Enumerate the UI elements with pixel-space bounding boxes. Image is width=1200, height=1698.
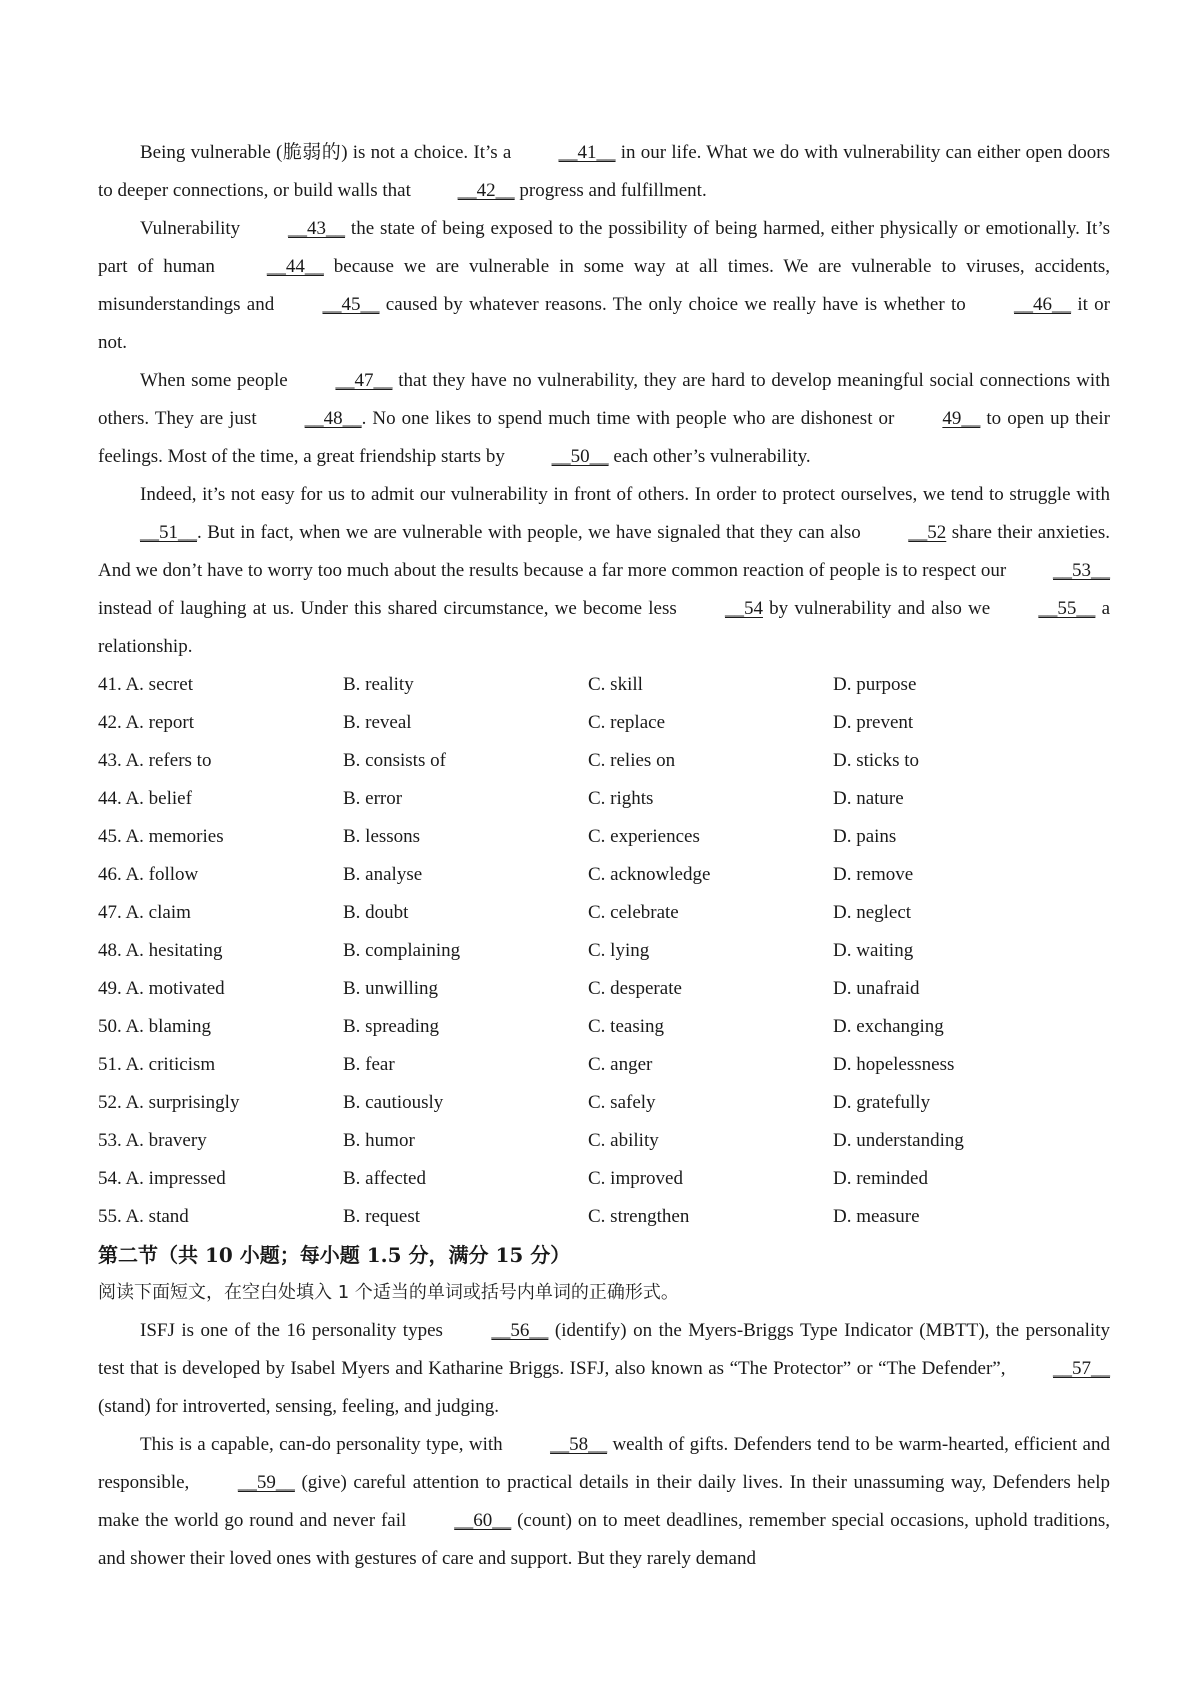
text-segment: caused by whatever reasons. The only choice we really have is whether to (379, 294, 973, 315)
option-row-47 (98, 894, 1110, 932)
passage2-paragraph-1 (98, 1312, 1110, 1426)
text-segment: to open up their feelings. Most of the time, a great friendship starts by (98, 408, 1111, 467)
option-d: D. reminded (833, 1168, 928, 1189)
option-d: D. pains (833, 826, 897, 847)
section-instruction: 阅读下面短文，在空白处填入 1 个适当的单词或括号内单词的正确形式。 (98, 1282, 679, 1303)
option-a: 53. A. bravery (98, 1130, 207, 1151)
option-b: B. cautiously (343, 1092, 444, 1113)
option-c: C. celebrate (588, 902, 679, 923)
blank-56: __56__ (491, 1320, 549, 1341)
blank-51: __51__ (140, 522, 197, 543)
option-a: 46. A. follow (98, 864, 199, 885)
blank-53: __53__ (1053, 560, 1110, 581)
option-b: B. humor (343, 1130, 415, 1151)
passage1-paragraph-2 (98, 210, 1110, 362)
option-b: B. complaining (343, 940, 461, 961)
passage1-paragraph-3 (98, 362, 1110, 476)
option-row-44 (98, 780, 1110, 818)
option-row-48 (98, 932, 1110, 970)
text-segment: by vulnerability and also we (762, 598, 997, 619)
text-segment: This is a capable, can-do personality type, with (140, 1434, 509, 1455)
option-a: 45. A. memories (98, 826, 224, 847)
blank-59: __59__ (237, 1472, 295, 1493)
option-b: B. affected (343, 1168, 426, 1189)
text-segment: ISFJ is one of the 16 personality types (140, 1320, 450, 1341)
option-d: D. prevent (833, 712, 914, 733)
option-b: B. request (343, 1206, 421, 1227)
option-row-43 (98, 742, 1110, 780)
option-b: B. reality (343, 674, 414, 695)
blank-48: __48__ (304, 408, 362, 429)
text-segment: (count) on to meet deadlines, remember special occasions, uphold traditions, and shower their loved ones with gestures of care and support. But they rarely demand (98, 1510, 1110, 1569)
text-segment: . But in fact, when we are vulnerable with people, we have signaled that they can also (197, 522, 867, 543)
text-segment: each other’s vulnerability. (608, 446, 811, 467)
option-d: D. nature (833, 788, 904, 809)
option-a: 55. A. stand (98, 1206, 189, 1227)
text-segment: because we are vulnerable in some way at all times. We are vulnerable to viruses, accidents, misunderstandings and (98, 256, 1111, 315)
option-row-41 (98, 666, 1110, 704)
option-row-42 (98, 704, 1110, 742)
option-row-46 (98, 856, 1110, 894)
option-c: C. strengthen (588, 1206, 690, 1227)
option-b: B. doubt (343, 902, 409, 923)
option-b: B. fear (343, 1054, 395, 1075)
option-c: C. anger (588, 1054, 653, 1075)
option-a: 41. A. secret (98, 674, 193, 695)
blank-42: __42__ (457, 180, 515, 201)
blank-46: __46__ (1014, 294, 1072, 315)
option-row-54 (98, 1160, 1110, 1198)
option-b: B. unwilling (343, 978, 439, 999)
passage1-paragraph-4 (98, 476, 1110, 666)
option-d: D. gratefully (833, 1092, 931, 1113)
option-a: 52. A. surprisingly (98, 1092, 240, 1113)
text-segment: instead of laughing at us. Under this shared circumstance, we become less (98, 598, 683, 619)
option-a: 44. A. belief (98, 788, 192, 809)
option-a: 49. A. motivated (98, 978, 225, 999)
text-segment: (give) careful attention to practical details in their daily lives. In their unassuming way, Defenders help make the world go round and never fail (98, 1472, 1111, 1531)
text-segment: it or not. (98, 294, 1110, 353)
section-title: 第二节（共 10 小题；每小题 1.5 分，满分 15 分） (98, 1243, 571, 1267)
blank-49: 49__ (942, 408, 981, 429)
page-content (98, 134, 1110, 1578)
blank-60: __60__ (454, 1510, 512, 1531)
blank-43: __43__ (288, 218, 346, 239)
option-c: C. lying (588, 940, 650, 961)
option-d: D. exchanging (833, 1016, 944, 1037)
option-d: D. understanding (833, 1130, 964, 1151)
option-b: B. error (343, 788, 403, 809)
text-segment: Vulnerability (140, 218, 247, 239)
option-a: 48. A. hesitating (98, 940, 223, 961)
option-row-52 (98, 1084, 1110, 1122)
text-segment: progress and fulfillment. (514, 180, 707, 201)
option-a: 54. A. impressed (98, 1168, 226, 1189)
text-segment: wealth of gifts. Defenders tend to be warm-hearted, efficient and responsible, (98, 1434, 1110, 1493)
blank-57: __57__ (1053, 1358, 1110, 1379)
text-segment: Being vulnerable (脆弱的) is not a choice. It’s a (140, 142, 517, 163)
option-a: 51. A. criticism (98, 1054, 216, 1075)
option-d: D. neglect (833, 902, 912, 923)
option-c: C. rights (588, 788, 654, 809)
answer-options-list (98, 666, 1110, 1236)
option-c: C. desperate (588, 978, 682, 999)
text-segment: the state of being exposed to the possibility of being harmed, either physically or emotionally. It’s part of human (98, 218, 1110, 277)
option-row-49 (98, 970, 1110, 1008)
blank-47: __47__ (335, 370, 393, 391)
option-a: 43. A. refers to (98, 750, 212, 771)
option-b: B. spreading (343, 1016, 440, 1037)
option-c: C. replace (588, 712, 666, 733)
option-b: B. lessons (343, 826, 421, 847)
option-a: 42. A. report (98, 712, 195, 733)
text-segment: (identify) on the Myers-Briggs Type Indicator (MBTT), the personality test that is developed by Isabel Myers and Katharine Briggs. ISFJ, also known as “The Protector” or “The Defender”, (98, 1320, 1111, 1379)
option-d: D. measure (833, 1206, 920, 1227)
option-row-45 (98, 818, 1110, 856)
blank-55: __55__ (1038, 598, 1096, 619)
option-row-51 (98, 1046, 1110, 1084)
text-segment: When some people (140, 370, 294, 391)
text-segment: that they have no vulnerability, they are hard to develop meaningful social connections with others. They are just (98, 370, 1110, 429)
option-c: C. safely (588, 1092, 656, 1113)
option-a: 50. A. blaming (98, 1016, 211, 1037)
option-b: B. consists of (343, 750, 446, 771)
option-b: B. analyse (343, 864, 423, 885)
text-segment: Indeed, it’s not easy for us to admit our vulnerability in front of others. In order to protect ourselves, we tend to struggle with (140, 484, 1110, 505)
option-d: D. waiting (833, 940, 914, 961)
blank-41: __41__ (558, 142, 616, 163)
passage1-paragraph-1 (98, 134, 1110, 210)
option-row-55 (98, 1198, 1110, 1236)
option-c: C. relies on (588, 750, 676, 771)
blank-58: __58__ (550, 1434, 608, 1455)
blank-52: __52 (908, 522, 947, 543)
blank-50: __50__ (551, 446, 609, 467)
option-d: D. unafraid (833, 978, 920, 999)
option-d: D. purpose (833, 674, 917, 695)
text-segment: a relationship. (98, 598, 1110, 657)
option-a: 47. A. claim (98, 902, 191, 923)
option-d: D. hopelessness (833, 1054, 955, 1075)
option-c: C. ability (588, 1130, 659, 1151)
text-segment: . No one likes to spend much time with people who are dishonest or (361, 408, 901, 429)
blank-45: __45__ (322, 294, 380, 315)
text-segment: in our life. What we do with vulnerability can either open doors to deeper connections, or build walls that (98, 142, 1110, 201)
text-segment: (stand) for introverted, sensing, feeling, and judging. (98, 1396, 500, 1417)
blank-54: __54 (724, 598, 763, 619)
option-c: C. improved (588, 1168, 683, 1189)
passage2-paragraph-2 (98, 1426, 1110, 1578)
option-d: D. remove (833, 864, 914, 885)
option-row-53 (98, 1122, 1110, 1160)
blank-44: __44__ (266, 256, 324, 277)
option-c: C. experiences (588, 826, 700, 847)
text-segment: share their anxieties. And we don’t have to worry too much about the results because a far more common reaction of people is to respect our (98, 522, 1111, 581)
option-c: C. acknowledge (588, 864, 711, 885)
option-b: B. reveal (343, 712, 412, 733)
option-row-50 (98, 1008, 1110, 1046)
option-c: C. teasing (588, 1016, 664, 1037)
option-d: D. sticks to (833, 750, 920, 771)
option-c: C. skill (588, 674, 643, 695)
